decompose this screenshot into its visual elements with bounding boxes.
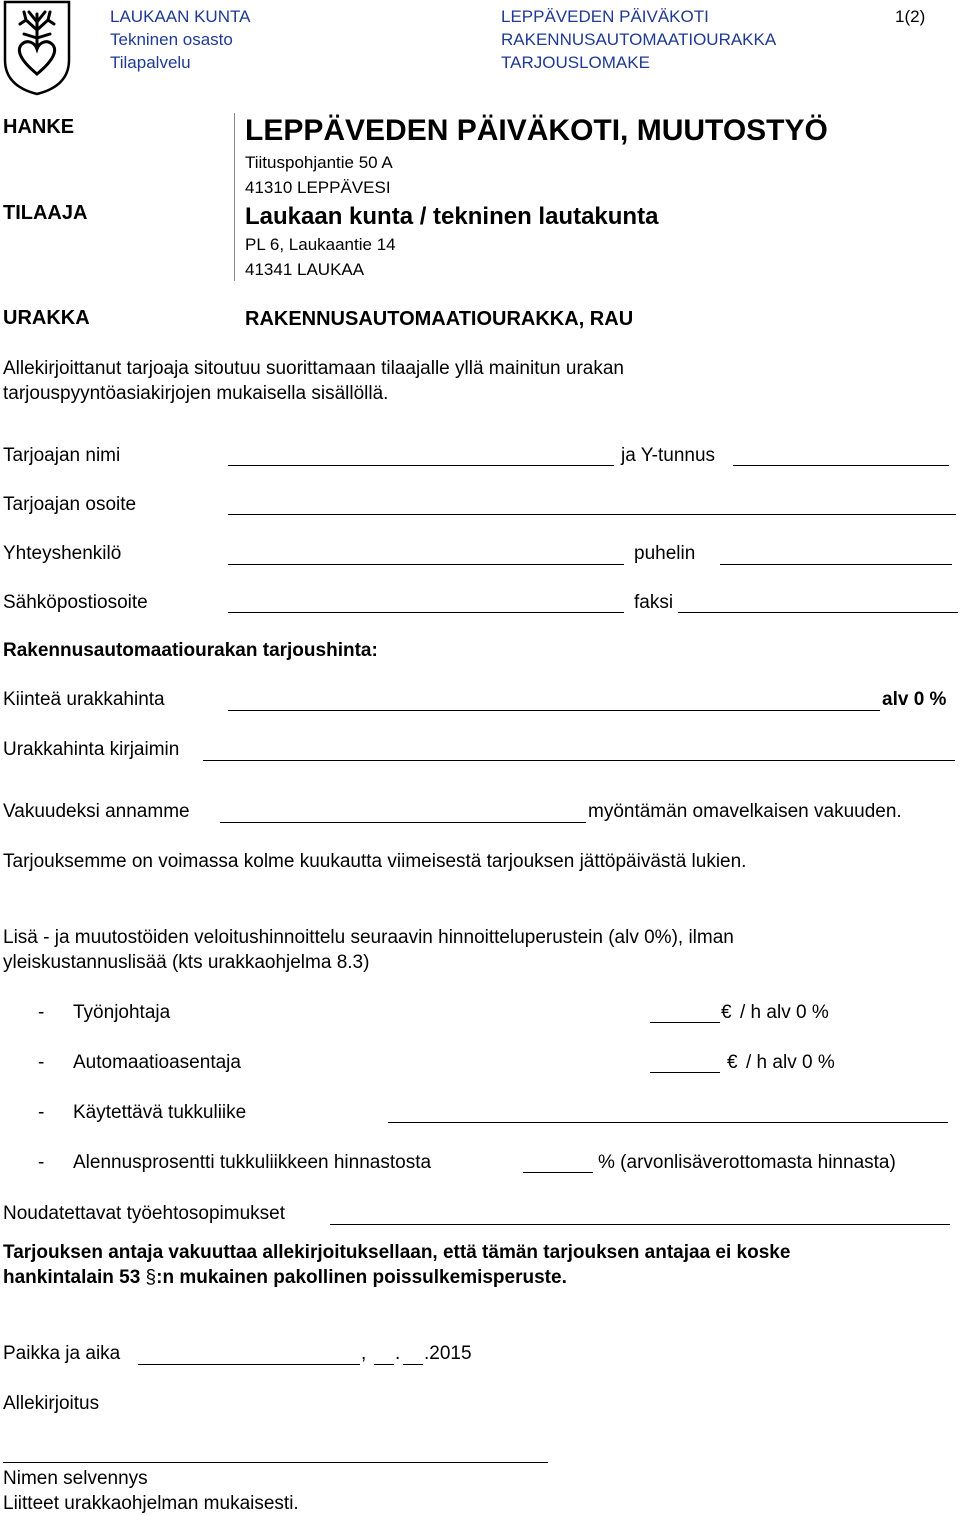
- section-sign: §: [145, 1267, 157, 1288]
- header-doc-line2: RAKENNUSAUTOMAATIOURAKKA: [501, 30, 777, 49]
- header-org-line3: Tilapalvelu: [110, 53, 191, 72]
- fixed-price-vat: alv 0 %: [882, 689, 947, 710]
- fax-field[interactable]: [678, 612, 958, 613]
- label-bidder-name: Tarjoajan nimi: [3, 445, 121, 466]
- header-org-line2: Tekninen osasto: [110, 30, 233, 49]
- bullet-dash: -: [38, 1002, 45, 1023]
- euro-sign: €: [721, 1002, 732, 1023]
- item-wholesaler: Käytettävä tukkuliike: [73, 1102, 247, 1123]
- declaration-line2: [3, 1268, 567, 1287]
- label-bidder-address: Tarjoajan osoite: [3, 494, 137, 515]
- intro-line1: Allekirjoittanut tarjoaja sitoutuu suorittamaan tilaajalle yllä mainitun urakan: [3, 358, 624, 379]
- fixed-price-field[interactable]: [228, 710, 880, 711]
- label-place-time: Paikka ja aika: [3, 1343, 121, 1364]
- extra-work-line2: yleiskustannuslisää (kts urakkaohjelma 8.3): [3, 952, 370, 973]
- label-ytunnus: ja Y-tunnus: [621, 445, 716, 466]
- ytunnus-field[interactable]: [733, 465, 949, 466]
- label-email: Sähköpostiosoite: [3, 592, 148, 613]
- intro-line2: tarjouspyyntöasiakirjojen mukaisella sisällöllä.: [3, 383, 389, 404]
- label-signature: Allekirjoitus: [3, 1393, 100, 1414]
- header-org-line1: LAUKAAN KUNTA: [110, 7, 251, 26]
- discount-field[interactable]: [523, 1172, 593, 1173]
- declaration-line2-start: hankintalain 53: [3, 1267, 146, 1288]
- bidder-address-field[interactable]: [228, 514, 956, 515]
- validity-text: Tarjouksemme on voimassa kolme kuukautta viimeisestä tarjouksen jättöpäivästä lukien.: [3, 851, 747, 872]
- label-phone: puhelin: [634, 543, 696, 564]
- label-fixed-price: Kiinteä urakkahinta: [3, 689, 165, 710]
- price-heading: Rakennusautomaatiourakan tarjoushinta:: [3, 640, 378, 661]
- client-address2: 41341 LAUKAA: [245, 260, 365, 279]
- project-title: LEPPÄVEDEN PÄIVÄKOTI, MUUTOSTYÖ: [245, 114, 828, 147]
- euro-sign: €: [727, 1052, 738, 1073]
- label-hanke: HANKE: [3, 116, 75, 138]
- contract-name: RAKENNUSAUTOMAATIOURAKKA, RAU: [245, 308, 634, 330]
- wholesaler-field[interactable]: [388, 1122, 948, 1123]
- contact-person-field[interactable]: [228, 564, 624, 565]
- installer-rate-unit: / h alv 0 %: [746, 1052, 835, 1073]
- label-guarantee: Vakuudeksi annamme: [3, 801, 190, 822]
- discount-unit: % (arvonlisäverottomasta hinnasta): [598, 1152, 896, 1173]
- label-name-clarification: Nimen selvennys: [3, 1468, 148, 1489]
- date-separator: ,: [361, 1343, 367, 1364]
- item-supervisor: Työnjohtaja: [73, 1002, 171, 1023]
- phone-field[interactable]: [720, 564, 952, 565]
- bullet-dash: -: [38, 1052, 45, 1073]
- installer-rate-field[interactable]: [650, 1072, 720, 1073]
- client-address1: PL 6, Laukaantie 14: [245, 235, 396, 254]
- label-urakka: URAKKA: [3, 307, 90, 329]
- item-installer: Automaatioasentaja: [73, 1052, 241, 1073]
- guarantee-field[interactable]: [220, 822, 586, 823]
- header-doc-line3: TARJOUSLOMAKE: [501, 53, 650, 72]
- extra-work-line1: Lisä - ja muutostöiden veloitushinnoittelu seuraavin hinnoitteluperustein (alv 0%), ilman: [3, 927, 734, 948]
- declaration-line2-end: :n mukainen pakollinen poissulkemisperuste.: [156, 1267, 567, 1288]
- municipality-logo: [2, 0, 72, 96]
- label-agreements: Noudatettavat työehtosopimukset: [3, 1203, 286, 1224]
- bullet-dash: -: [38, 1102, 45, 1123]
- email-field[interactable]: [228, 612, 624, 613]
- day-field[interactable]: [374, 1364, 394, 1365]
- project-address2: 41310 LEPPÄVESI: [245, 178, 391, 197]
- label-fax: faksi: [634, 592, 674, 613]
- date-dot: .: [395, 1343, 401, 1364]
- month-field[interactable]: [403, 1364, 423, 1365]
- supervisor-rate-unit: / h alv 0 %: [740, 1002, 829, 1023]
- label-contact-person: Yhteyshenkilö: [3, 543, 122, 564]
- item-discount: Alennusprosentti tukkuliikkeen hinnastosta: [73, 1152, 432, 1173]
- agreements-field[interactable]: [330, 1224, 950, 1225]
- place-field[interactable]: [138, 1364, 360, 1365]
- label-price-in-words: Urakkahinta kirjaimin: [3, 739, 180, 760]
- project-address1: Tiituspohjantie 50 A: [245, 153, 393, 172]
- header-doc-line1: LEPPÄVEDEN PÄIVÄKOTI: [501, 7, 709, 26]
- declaration-line1: Tarjouksen antaja vakuuttaa allekirjoituksellaan, että tämän tarjouksen antajaa ei koske: [3, 1242, 791, 1263]
- signature-field[interactable]: [3, 1462, 548, 1463]
- header-divider: [234, 113, 235, 281]
- attachments-note: Liitteet urakkaohjelman mukaisesti.: [3, 1493, 299, 1514]
- supervisor-rate-field[interactable]: [650, 1022, 720, 1023]
- client-name: Laukaan kunta / tekninen lautakunta: [245, 203, 659, 230]
- bullet-dash: -: [38, 1152, 45, 1173]
- guarantee-text: myöntämän omavelkaisen vakuuden.: [588, 801, 902, 822]
- bidder-name-field[interactable]: [228, 465, 614, 466]
- price-in-words-field[interactable]: [203, 760, 955, 761]
- page-number: 1(2): [895, 7, 926, 26]
- year-text: .2015: [424, 1343, 472, 1364]
- label-tilaaja: TILAAJA: [3, 202, 88, 224]
